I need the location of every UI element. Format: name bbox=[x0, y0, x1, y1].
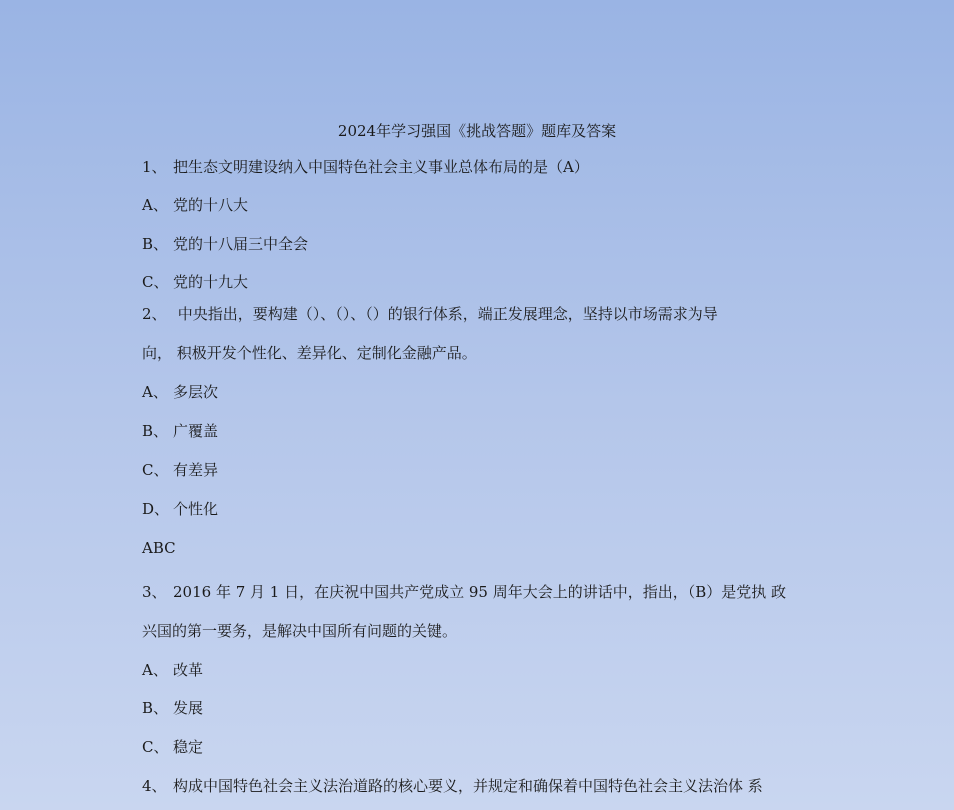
question-text: 兴国的第一要务，是解决中国所有问题的关键。 bbox=[142, 622, 458, 640]
option-text: 稳定 bbox=[173, 738, 204, 756]
option-key: D、 bbox=[142, 500, 170, 518]
option-b bbox=[142, 421, 218, 441]
option-b bbox=[142, 234, 308, 254]
option-key: A、 bbox=[142, 383, 168, 401]
option-text: 广覆盖 bbox=[173, 422, 219, 440]
question-4 bbox=[142, 776, 763, 796]
option-key: B、 bbox=[142, 422, 169, 440]
question-number: 2、 bbox=[142, 305, 167, 323]
option-key: C、 bbox=[142, 738, 169, 756]
option-text: 党的十九大 bbox=[173, 273, 249, 291]
option-c bbox=[142, 272, 248, 292]
option-text: 党的十八届三中全会 bbox=[173, 235, 309, 253]
option-text: 多层次 bbox=[173, 383, 219, 401]
question-number: 3、 bbox=[142, 583, 167, 601]
option-text: 改革 bbox=[173, 661, 204, 679]
question-text: 中央指出，要构建（）、（）、（）的银行体系，端正发展理念，坚持以市场需求为导 bbox=[173, 305, 718, 323]
option-text: 有差异 bbox=[173, 461, 219, 479]
question-3 bbox=[142, 582, 786, 602]
question-text: 把生态文明建设纳入中国特色社会主义事业总体布局的是（A） bbox=[173, 158, 589, 176]
option-text: 党的十八大 bbox=[173, 196, 249, 214]
option-text: 个性化 bbox=[173, 500, 219, 518]
option-key: B、 bbox=[142, 235, 169, 253]
question-2-continuation bbox=[142, 343, 477, 363]
option-text: 发展 bbox=[173, 699, 204, 717]
option-key: C、 bbox=[142, 461, 169, 479]
option-key: B、 bbox=[142, 699, 169, 717]
option-a bbox=[142, 660, 203, 680]
option-a bbox=[142, 382, 218, 402]
option-c bbox=[142, 460, 218, 480]
option-key: A、 bbox=[142, 196, 168, 214]
option-key: C、 bbox=[142, 273, 169, 291]
question-text: 构成中国特色社会主义法治道路的核心要义，并规定和确保着中国特色社会主义法治体 系 bbox=[173, 777, 763, 795]
question-number: 1、 bbox=[142, 158, 167, 176]
document-title: 2024年学习强国《挑战答题》题库及答案 bbox=[337, 122, 617, 140]
answer-text: ABC bbox=[142, 539, 176, 557]
option-d bbox=[142, 499, 218, 519]
question-2 bbox=[142, 304, 718, 324]
question-text: 2016 年 7 月 1 日，在庆祝中国共产党成立 95 周年大会上的讲话中，指出，（B）是党执 政 bbox=[173, 583, 787, 601]
question-text: 向， 积极开发个性化、差异化、定制化金融产品。 bbox=[142, 344, 477, 362]
question-1 bbox=[142, 157, 589, 177]
option-a bbox=[142, 195, 248, 215]
option-key: A、 bbox=[142, 661, 168, 679]
option-c bbox=[142, 737, 203, 757]
answer-line bbox=[142, 538, 176, 558]
question-3-continuation bbox=[142, 621, 457, 641]
option-b bbox=[142, 698, 203, 718]
question-number: 4、 bbox=[142, 777, 167, 795]
